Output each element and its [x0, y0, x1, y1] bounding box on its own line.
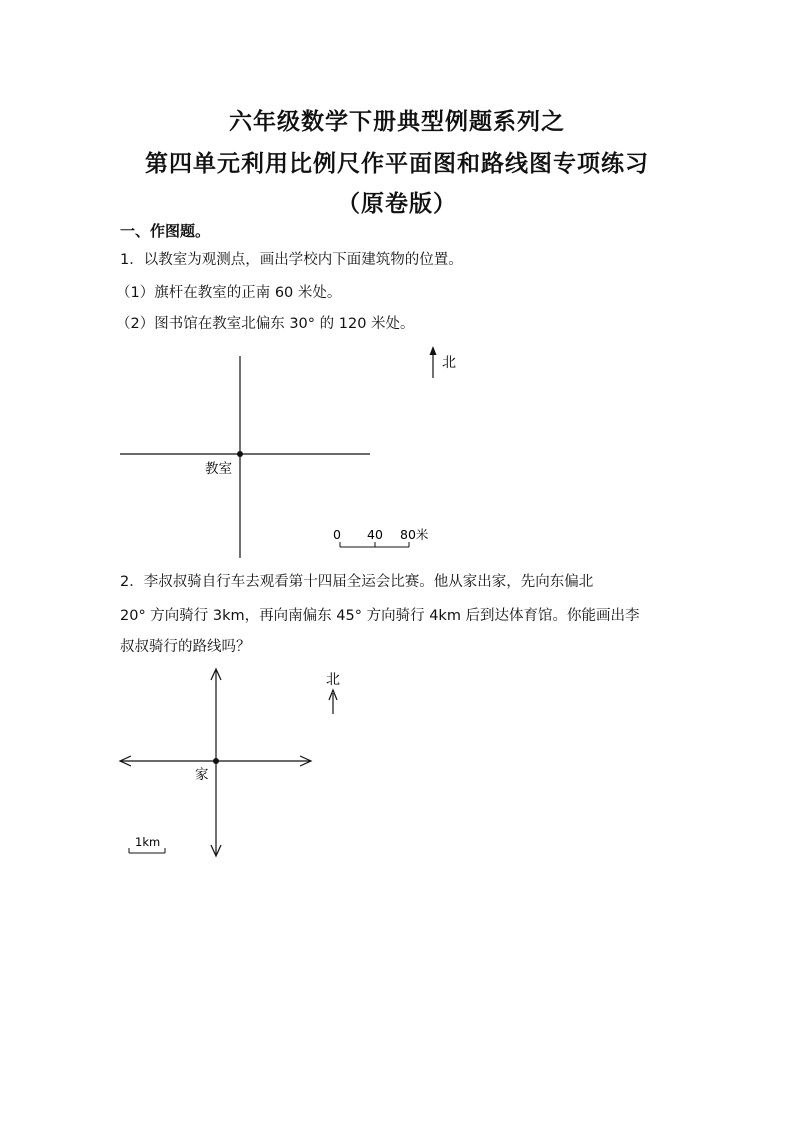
question-2-line-3: 叔叔骑行的路线吗？	[120, 639, 251, 655]
fig1-scale-label-80: 80米	[400, 527, 429, 542]
title-line-3: （原卷版）	[337, 191, 457, 217]
fig2-center-point	[213, 758, 219, 764]
section-heading: 一、作图题。	[120, 222, 211, 240]
fig2-scale-label: 1km	[135, 835, 161, 849]
question-1-part-2: （2）图书馆在教室北偏东 30° 的 120 米处。	[116, 316, 415, 332]
fig2-center-label: 家	[195, 767, 209, 783]
fig1-scale-label-0: 0	[333, 527, 341, 542]
fig2-north-label: 北	[326, 672, 340, 688]
question-2-line-1: 2．李叔叔骑自行车去观看第十四届全运会比赛。他从家出家，先向东偏北	[120, 574, 594, 590]
question-1-part-1: （1）旗杆在教室的正南 60 米处。	[116, 285, 342, 301]
title-line-2: 第四单元利用比例尺作平面图和路线图专项练习	[145, 151, 649, 177]
title-line-1: 六年级数学下册典型例题系列之	[229, 109, 565, 135]
fig1-center-label: 教室	[205, 461, 232, 477]
question-2-line-2: 20° 方向骑行 3km，再向南偏东 45° 方向骑行 4km 后到达体育馆。你能画出李	[120, 608, 640, 624]
question-1-text: 1．以教室为观测点，画出学校内下面建筑物的位置。	[120, 252, 463, 268]
fig1-north-label: 北	[442, 355, 456, 371]
fig1-scale-label-40: 40	[367, 527, 383, 542]
fig2-north-arrow-icon	[329, 690, 337, 714]
